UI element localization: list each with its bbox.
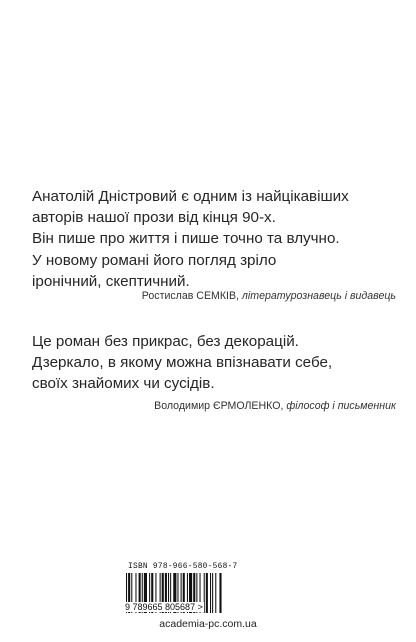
quote-line: своїх знайомих чи сусідів. [32,375,215,393]
author-name: Ростислав СЕМКІВ, [141,290,239,302]
quote-line: Він пише про життя і пише точно та влучно. [32,230,340,248]
publisher-website: academia-pc.com.ua [159,618,257,630]
barcode-bar [212,573,213,613]
barcode-digits: 9 789665 805687 > [125,602,203,612]
quote-line: Анатолій Дністровий є одним із найцікавіших [32,188,349,205]
quote-line: авторів нашої прози від кінця 90-х. [32,209,276,227]
quote-line: Це роман без прикрас, без декорацій. [32,333,299,350]
quote-yermolenko [32,331,397,395]
author-name: Володимир ЄРМОЛЕНКО, [154,400,284,412]
quote-line: У новому романі його погляд зріло [32,251,277,269]
barcode-bar [204,573,205,613]
author-role: літературознавець і видавець [241,290,396,302]
quote-attribution [142,290,396,302]
barcode-bar [215,573,216,613]
barcode-bar [210,573,211,613]
quote-semkiv [32,186,397,292]
quote-line: іронічний, скептичний. [32,272,190,290]
author-role: філософ і письменник [286,400,396,412]
barcode-bar [219,573,221,613]
barcode-bar [206,573,208,613]
isbn-label: ISBN 978-966-580-568-7 [128,563,238,571]
quote-line: Дзеркало, в якому можна впізнавати себе, [32,354,333,372]
quote-attribution [154,400,396,412]
